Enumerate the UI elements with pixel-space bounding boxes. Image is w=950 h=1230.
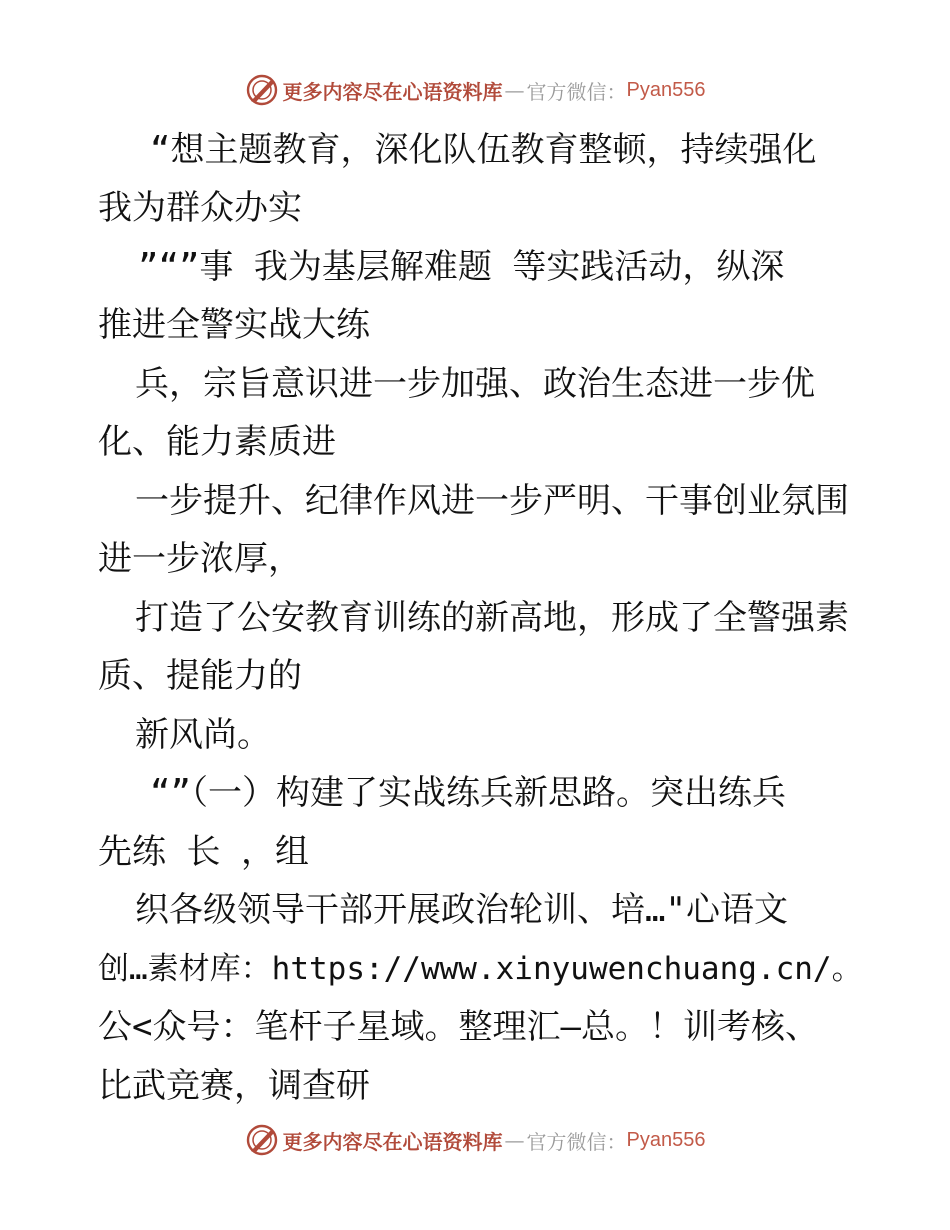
banner-sub-text: 官方微信：: [526, 79, 627, 104]
text-line: 化、能力素质进: [98, 422, 336, 462]
text-line: 打造了公安教育训练的新高地，形成了全警强素: [135, 598, 849, 638]
text-line: 新风尚。: [135, 715, 271, 755]
text-line: 公<众号：笔杆子星域。整理汇—总。！训考核、: [98, 1007, 819, 1047]
text-line: 织各级领导干部开展政治轮训、培…"心语文: [135, 890, 788, 930]
text-line: 一步提升、纪律作风进一步严明、干事创业氛围: [135, 481, 849, 521]
quill-pen-circle-logo: [245, 73, 279, 107]
banner-account-id: Pyan556: [626, 1128, 706, 1151]
text-line: ”“”事 我为基层解难题 等实践活动，纵深: [138, 247, 785, 287]
banner-account-id: Pyan556: [626, 78, 706, 101]
banner-main-text: 更多内容尽在心语资料库: [282, 79, 503, 104]
banner-main-text: 更多内容尽在心语资料库: [282, 1129, 503, 1154]
text-line: “想主题教育，深化队伍教育整顿，持续强化: [150, 130, 817, 170]
quill-pen-circle-logo: [245, 1123, 279, 1157]
text-line: 兵，宗旨意识进一步加强、政治生态进一步优: [135, 364, 815, 404]
banner-separator: —: [504, 1128, 525, 1152]
text-line: 进一步浓厚，: [98, 539, 302, 579]
text-line: 比武竞赛，调查研: [98, 1066, 370, 1106]
banner-separator: —: [504, 78, 525, 102]
text-line: 质、提能力的: [98, 656, 302, 696]
text-line: “”（一）构建了实战练兵新思路。突出练兵: [150, 773, 786, 813]
banner-sub-text: 官方微信：: [526, 1129, 627, 1154]
text-line: 推进全警实战大练: [98, 305, 370, 345]
footer-watermark-banner: [0, 1120, 950, 1160]
text-line: 我为群众办实: [98, 188, 302, 228]
text-line: 创…素材库：https://www.xinyuwenchuang.cn/。: [98, 951, 863, 987]
text-line: 先练 长 ，组: [98, 832, 309, 872]
header-watermark-banner: [0, 70, 950, 110]
